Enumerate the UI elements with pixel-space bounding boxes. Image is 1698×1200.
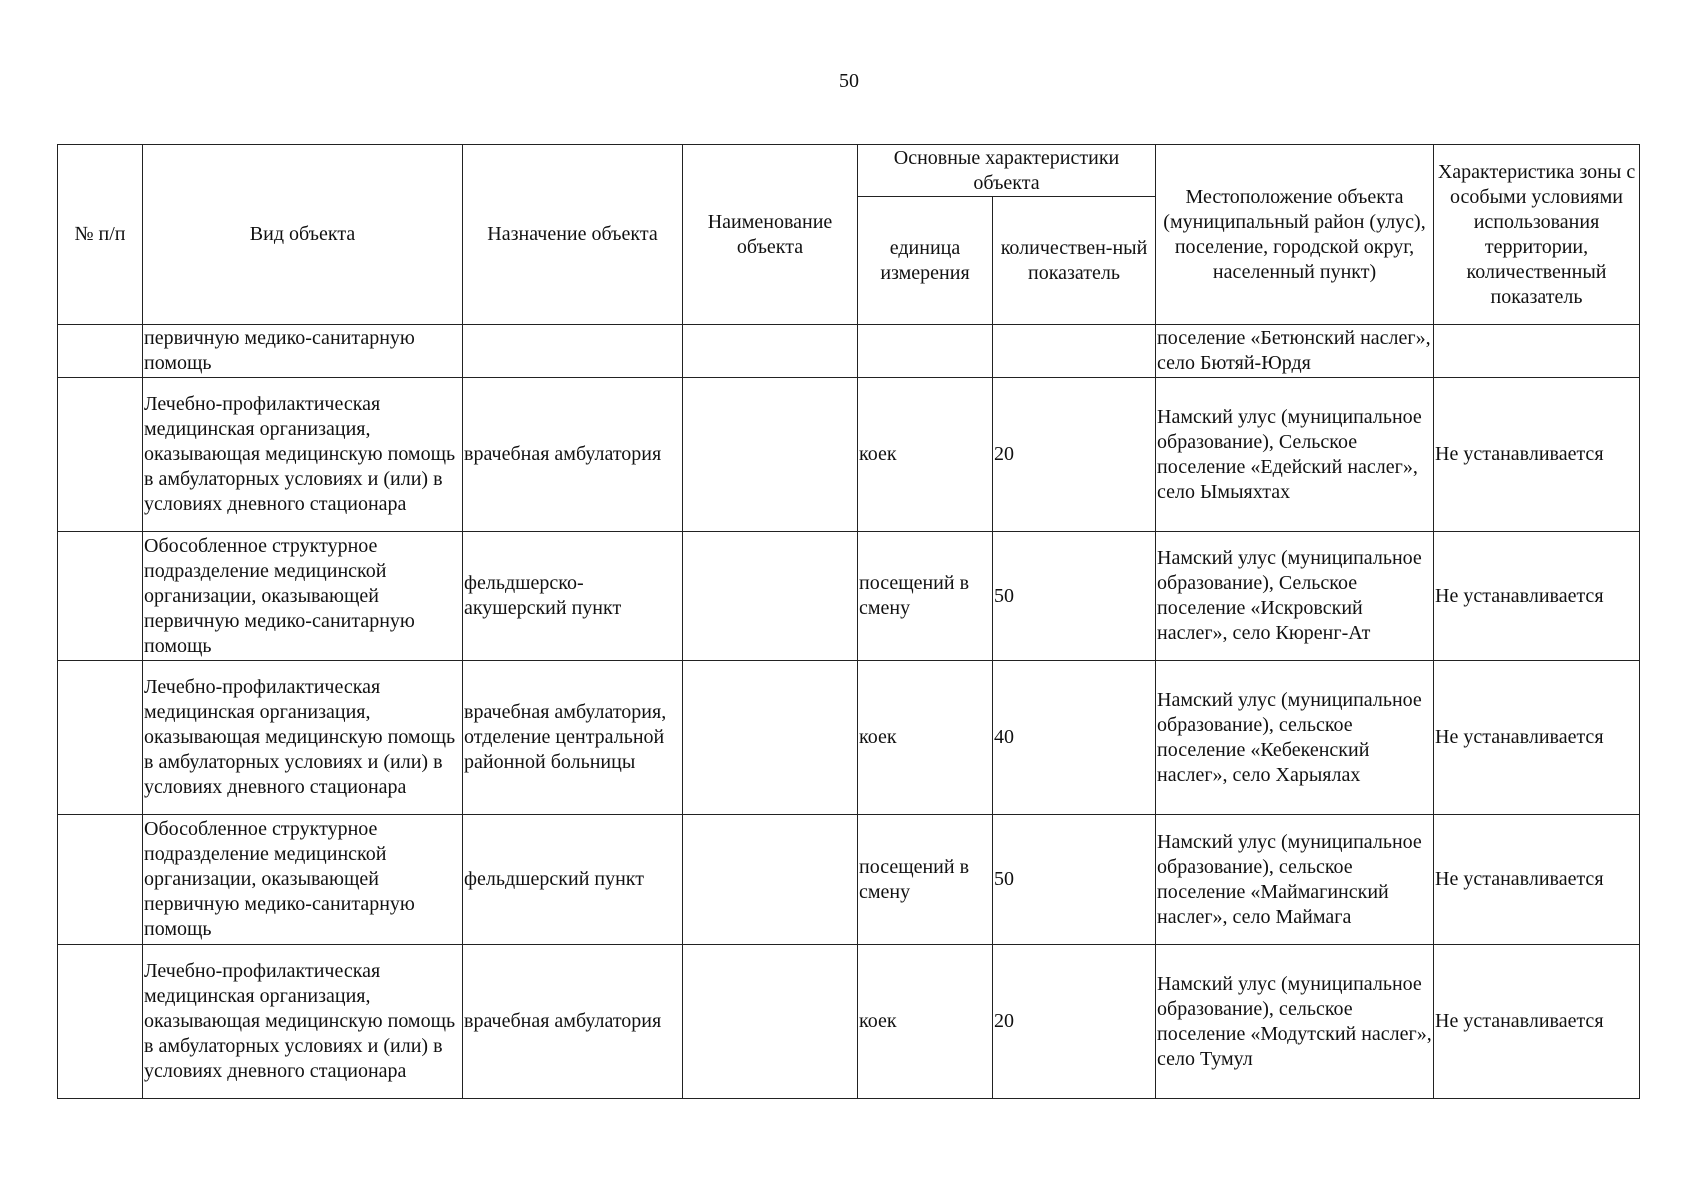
cell-unit: посещений в смену bbox=[858, 815, 993, 945]
header-qty: количествен-ный показатель bbox=[993, 197, 1156, 325]
cell-purpose: врачебная амбулатория bbox=[463, 378, 683, 532]
cell-zone: Не устанавливается bbox=[1434, 378, 1640, 532]
cell-purpose bbox=[463, 325, 683, 378]
header-unit: единица измерения bbox=[858, 197, 993, 325]
cell-zone: Не устанавливается bbox=[1434, 815, 1640, 945]
cell-zone: Не устанавливается bbox=[1434, 661, 1640, 815]
cell-name bbox=[683, 815, 858, 945]
header-location: Местоположение объекта (муниципальный район (улус), поселение, городской округ, населенный пункт) bbox=[1156, 145, 1434, 325]
cell-zone: Не устанавливается bbox=[1434, 532, 1640, 661]
cell-name bbox=[683, 661, 858, 815]
header-purpose: Назначение объекта bbox=[463, 145, 683, 325]
cell-type: первичную медико-санитарную помощь bbox=[143, 325, 463, 378]
table-row bbox=[58, 532, 1640, 661]
cell-location: поселение «Бетюнский наслег», село Бютяй-Юрдя bbox=[1156, 325, 1434, 378]
cell-name bbox=[683, 325, 858, 378]
cell-purpose: фельдшерский пункт bbox=[463, 815, 683, 945]
objects-table bbox=[57, 144, 1640, 1099]
cell-unit: коек bbox=[858, 661, 993, 815]
cell-unit: посещений в смену bbox=[858, 532, 993, 661]
cell-type: Лечебно-профилактическая медицинская организация, оказывающая медицинскую помощь в амбулаторных условиях и (или) в условиях дневного стационара bbox=[143, 378, 463, 532]
cell-num bbox=[58, 325, 143, 378]
cell-purpose: врачебная амбулатория bbox=[463, 945, 683, 1099]
cell-name bbox=[683, 378, 858, 532]
cell-num bbox=[58, 945, 143, 1099]
cell-purpose: врачебная амбулатория, отделение центральной районной больницы bbox=[463, 661, 683, 815]
cell-name bbox=[683, 945, 858, 1099]
table-row bbox=[58, 378, 1640, 532]
cell-name bbox=[683, 532, 858, 661]
cell-unit bbox=[858, 325, 993, 378]
cell-qty: 40 bbox=[993, 661, 1156, 815]
cell-qty bbox=[993, 325, 1156, 378]
cell-location: Намский улус (муниципальное образование), сельское поселение «Кебекенский наслег», село Харыялах bbox=[1156, 661, 1434, 815]
table-row bbox=[58, 945, 1640, 1099]
cell-type: Обособленное структурное подразделение медицинской организации, оказывающей первичную медико-санитарную помощь bbox=[143, 815, 463, 945]
cell-zone: Не устанавливается bbox=[1434, 945, 1640, 1099]
cell-num bbox=[58, 378, 143, 532]
header-main-characteristics: Основные характеристики объекта bbox=[858, 145, 1156, 197]
cell-type: Лечебно-профилактическая медицинская организация, оказывающая медицинскую помощь в амбулаторных условиях и (или) в условиях дневного стационара bbox=[143, 945, 463, 1099]
cell-type: Лечебно-профилактическая медицинская организация, оказывающая медицинскую помощь в амбулаторных условиях и (или) в условиях дневного стационара bbox=[143, 661, 463, 815]
header-num: № п/п bbox=[58, 145, 143, 325]
cell-zone bbox=[1434, 325, 1640, 378]
table-row bbox=[58, 661, 1640, 815]
cell-purpose: фельдшерско-акушерский пункт bbox=[463, 532, 683, 661]
page-number: 50 bbox=[839, 70, 859, 92]
cell-qty: 20 bbox=[993, 945, 1156, 1099]
cell-qty: 50 bbox=[993, 532, 1156, 661]
cell-unit: коек bbox=[858, 378, 993, 532]
cell-unit: коек bbox=[858, 945, 993, 1099]
cell-location: Намский улус (муниципальное образование), сельское поселение «Маймагинский наслег», село Маймага bbox=[1156, 815, 1434, 945]
table-row bbox=[58, 325, 1640, 378]
cell-num bbox=[58, 532, 143, 661]
cell-qty: 50 bbox=[993, 815, 1156, 945]
header-name: Наименование объекта bbox=[683, 145, 858, 325]
cell-location: Намский улус (муниципальное образование), Сельское поселение «Искровский наслег», село Кюренг-Ат bbox=[1156, 532, 1434, 661]
header-row-top bbox=[58, 145, 1640, 197]
cell-location: Намский улус (муниципальное образование), Сельское поселение «Едейский наслег», село Ымыяхтах bbox=[1156, 378, 1434, 532]
cell-qty: 20 bbox=[993, 378, 1156, 532]
cell-location: Намский улус (муниципальное образование), сельское поселение «Модутский наслег», село Тумул bbox=[1156, 945, 1434, 1099]
table-row bbox=[58, 815, 1640, 945]
cell-type: Обособленное структурное подразделение медицинской организации, оказывающей первичную медико-санитарную помощь bbox=[143, 532, 463, 661]
header-zone: Характеристика зоны с особыми условиями использования территории, количественный показатель bbox=[1434, 145, 1640, 325]
cell-num bbox=[58, 661, 143, 815]
cell-num bbox=[58, 815, 143, 945]
header-type: Вид объекта bbox=[143, 145, 463, 325]
